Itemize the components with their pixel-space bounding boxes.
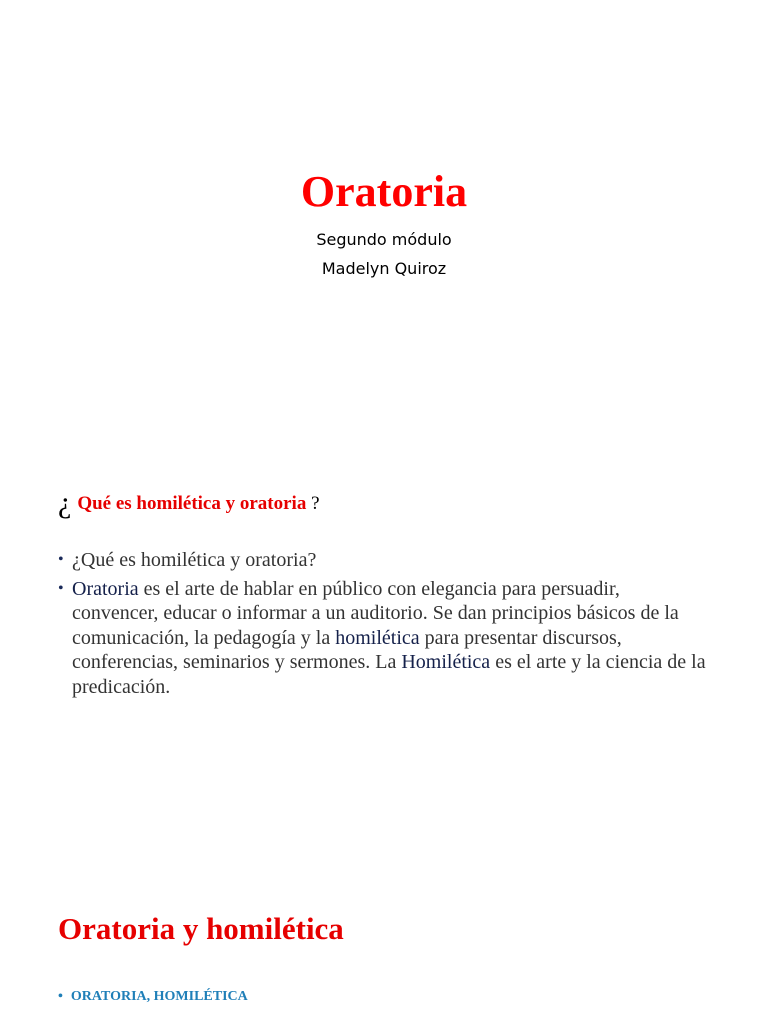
heading-text: Qué es homilética y oratoria xyxy=(77,493,307,514)
slide-heading: Oratoria y homilética xyxy=(58,911,344,946)
term-homiletica: homilética xyxy=(335,626,420,649)
slide-heading xyxy=(58,488,320,519)
list-item xyxy=(58,577,708,700)
slide-subtitle: Segundo módulo xyxy=(316,230,452,249)
term-homiletica-cap: Homilética xyxy=(401,651,491,673)
slide-title: Oratoria xyxy=(300,167,468,216)
term-oratoria: Oratoria xyxy=(72,577,139,600)
bullet-text: ¿Qué es homilética y oratoria? xyxy=(72,549,317,571)
bullet-list xyxy=(58,548,708,703)
definition-text: es el arte de hablar en público con elegancia para persuadir, convencer, educar o informar a un auditorio. Se dan principios básicos de la comunicación, la pedagogía y la xyxy=(72,577,679,649)
list-item xyxy=(58,548,708,573)
heading-open-mark: ¿ xyxy=(58,486,72,519)
bullet-icon: • xyxy=(58,579,64,597)
heading-close-mark: ? xyxy=(311,493,320,514)
definition-text: para presentar discursos, conferencias, seminarios y sermones. La xyxy=(72,626,622,673)
title-slide xyxy=(0,0,768,432)
bullet-icon: • xyxy=(58,551,64,568)
topic-slide xyxy=(0,864,768,1024)
definition-text: es el arte y la ciencia de la predicación. xyxy=(72,651,706,698)
list-item xyxy=(58,988,248,1006)
bullet-text: ORATORIA, HOMILÉTICA xyxy=(70,989,248,1004)
slide-author: Madelyn Quiroz xyxy=(321,259,447,278)
definition-slide xyxy=(0,432,768,864)
bullet-icon: • xyxy=(58,989,63,1004)
